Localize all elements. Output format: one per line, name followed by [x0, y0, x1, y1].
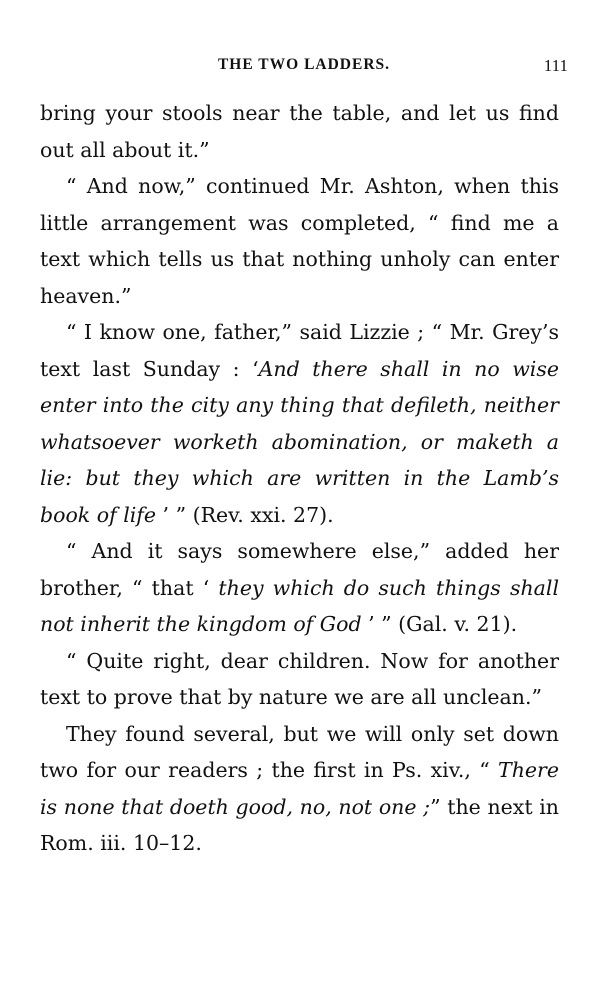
paragraph-text: “ And it says somewhere else,” added her brother, “ that ‘ [40, 539, 559, 600]
citation-text: ’ ” (Rev. xxi. 27). [156, 502, 334, 527]
scripture-quote-italic: There is none that doeth good, no, not one ; [40, 758, 559, 819]
body-text [40, 95, 559, 862]
paragraph-text: “ I know one, father,” said Lizzie ; “ Mr. Grey’s text last Sunday : ‘ [40, 320, 559, 381]
page-number: 111 [543, 56, 568, 75]
paragraph-ashton-request [40, 168, 559, 314]
citation-text: ” the next in Rom. iii. 10–12. [40, 794, 559, 855]
scripture-quote-italic: they which do such things shall not inherit the kingdom of God [40, 575, 559, 636]
paragraph-ashton-reply [40, 643, 559, 716]
running-head [40, 56, 568, 80]
paragraph-text: “ Quite right, dear children. Now for another text to prove that by nature we are all unclean.” [40, 648, 559, 709]
paragraph-narration [40, 716, 559, 862]
scripture-quote-italic: And there shall in no wise enter into the city any thing that defileth, neither whatsoever worketh abomination, or maketh a lie: but they which are written in the Lamb’s book of life [40, 356, 559, 527]
paragraph-text: “ And now,” continued Mr. Ashton, when this little arrangement was completed, “ find me a text which tells us that nothing unholy can enter heaven.” [40, 174, 559, 308]
paragraph-text: They found several, but we will only set down two for our readers ; the first in Ps. xiv., “ [40, 721, 559, 782]
running-title: THE TWO LADDERS. [217, 56, 391, 73]
citation-text: ’ ” (Gal. v. 21). [361, 612, 518, 636]
paragraph-brother-quote [40, 533, 559, 643]
paragraph-continuation [40, 95, 559, 168]
paragraph-text: bring your stools near the table, and let us find out all about it.” [40, 101, 559, 162]
paragraph-lizzie-quote [40, 314, 559, 533]
